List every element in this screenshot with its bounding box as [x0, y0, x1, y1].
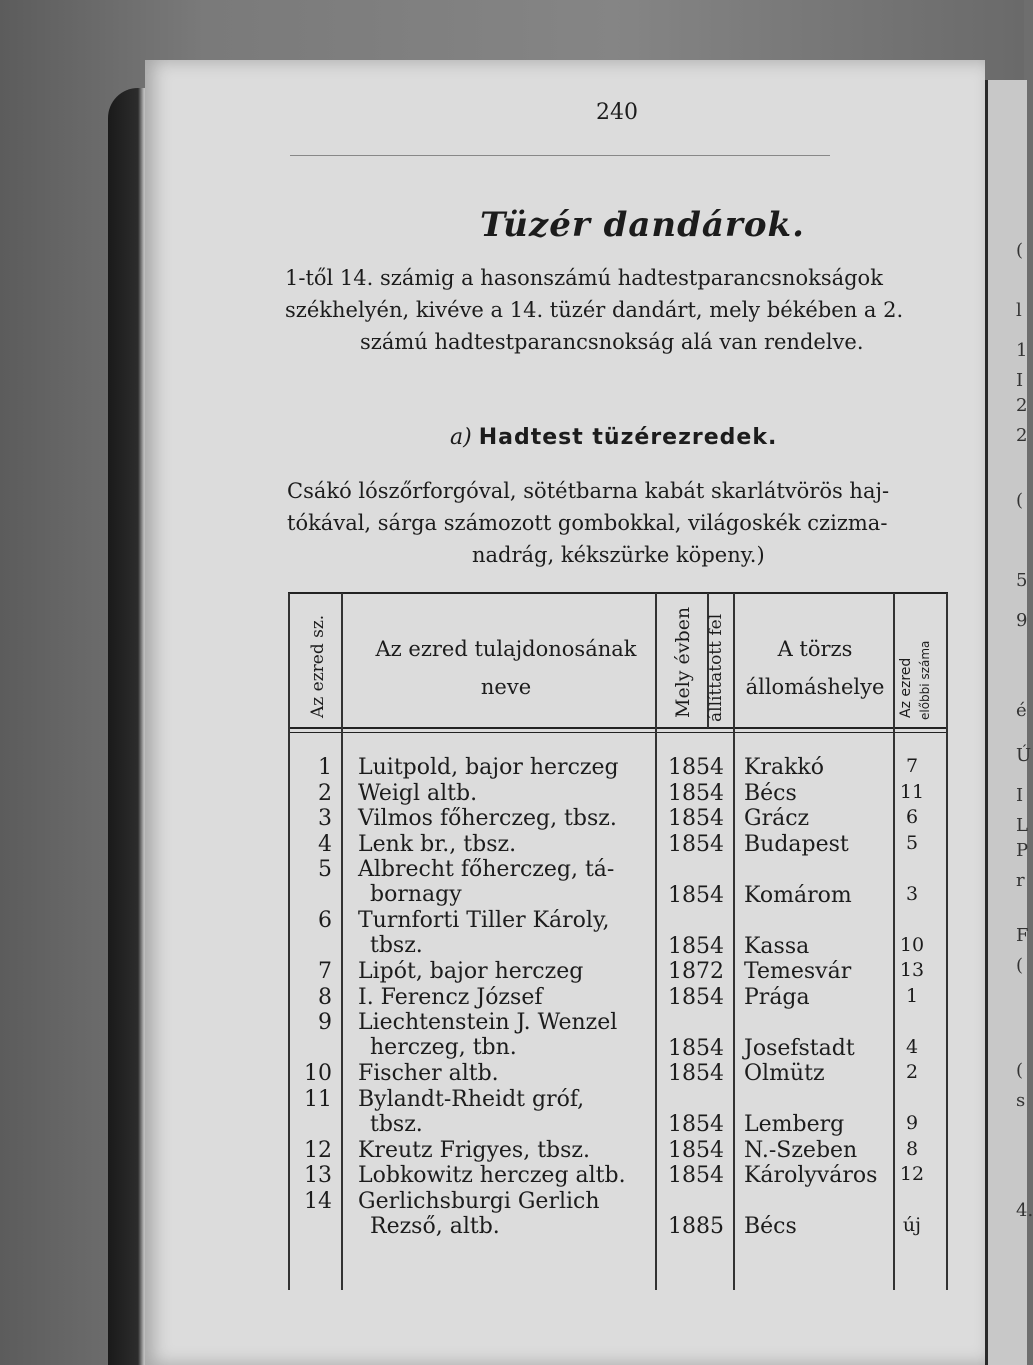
- year-founded: 1854: [668, 831, 724, 857]
- owner-name-line: Vilmos főherczeg, tbsz.: [358, 806, 617, 831]
- section-title: Hadtest tüzérezredek.: [478, 425, 778, 450]
- owner-name: [358, 1061, 654, 1086]
- owner-name: [358, 832, 654, 857]
- facing-page-fragment: I: [1016, 785, 1024, 806]
- owner-name-line: Liechtenstein J. Wenzel: [358, 1010, 618, 1035]
- previous-number: 11: [899, 780, 925, 803]
- owner-name: [358, 959, 654, 984]
- table-row: [288, 985, 948, 1011]
- owner-name-line: I. Ferencz József: [358, 984, 543, 1010]
- station: Komárom: [744, 882, 852, 908]
- facing-page-fragment: (: [1016, 1060, 1024, 1081]
- previous-number: 13: [899, 959, 925, 981]
- year-founded: 1854: [668, 780, 724, 806]
- table-row: [288, 959, 948, 985]
- facing-page-fragment: 9: [1016, 610, 1028, 631]
- owner-name: [358, 1010, 654, 1060]
- previous-number: 7: [905, 755, 919, 777]
- owner-name: [358, 985, 654, 1010]
- regiment-number: 11: [304, 1086, 332, 1112]
- facing-page-fragment: (: [1016, 955, 1024, 976]
- facing-page-fragment: I: [1016, 370, 1024, 391]
- table-row: [288, 1189, 948, 1240]
- regiment-number: 3: [318, 806, 332, 831]
- year-founded: 1854: [668, 984, 724, 1010]
- header-owner-name: [358, 630, 654, 706]
- facing-page-fragment: 1: [1016, 340, 1028, 361]
- regiment-number: 7: [318, 959, 332, 984]
- year-founded: 1854: [668, 806, 724, 831]
- section-prefix: a): [450, 425, 472, 450]
- station: Temesvár: [744, 959, 852, 984]
- table-row: [288, 1138, 948, 1164]
- year-founded: 1854: [668, 1112, 724, 1137]
- regiment-number: 5: [318, 857, 332, 882]
- table-row: [288, 1061, 948, 1087]
- owner-name: [358, 755, 654, 780]
- previous-number: 1: [905, 984, 919, 1007]
- header-station-line: A törzs: [777, 637, 853, 661]
- facing-page-edge: [985, 80, 1033, 1365]
- owner-name: [358, 806, 654, 831]
- station: Lemberg: [744, 1112, 845, 1137]
- station: Olmütz: [744, 1061, 825, 1086]
- facing-page-fragment: F: [1016, 925, 1029, 946]
- facing-page-fragment: 2: [1016, 425, 1028, 446]
- previous-number: 9: [905, 1112, 919, 1134]
- previous-number: 5: [905, 831, 919, 854]
- owner-name: [358, 1087, 654, 1137]
- facing-page-fragment: P: [1016, 840, 1029, 861]
- year-founded: 1854: [668, 1061, 724, 1086]
- previous-number: 3: [905, 882, 919, 905]
- owner-name-line: Luitpold, bajor herczeg: [358, 755, 619, 780]
- previous-number: új: [902, 1214, 922, 1236]
- facing-page-fragment: L: [1016, 815, 1028, 836]
- owner-name-line: Gerlichsburgi Gerlich: [358, 1188, 600, 1214]
- table-row: [288, 1163, 948, 1189]
- owner-name-line: Albrecht főherczeg, tá-: [358, 857, 615, 882]
- year-founded: 1854: [668, 755, 724, 780]
- previous-number: 12: [899, 1163, 925, 1185]
- header-year-founded-2: állíttatott fel: [706, 613, 726, 722]
- owner-name: [358, 1138, 654, 1163]
- owner-name: [358, 1189, 654, 1239]
- year-founded: 1854: [668, 882, 724, 908]
- station: Budapest: [744, 831, 849, 857]
- facing-page-fragment: (: [1016, 240, 1024, 261]
- previous-number: 8: [905, 1137, 919, 1160]
- table-body: [288, 755, 948, 1240]
- owner-name-continuation: Rezső, altb.: [370, 1213, 500, 1239]
- year-founded: 1885: [668, 1214, 724, 1239]
- owner-name-continuation: tbsz.: [370, 1111, 423, 1137]
- header-owner-name-line: Az ezred tulajdonosának: [375, 637, 637, 661]
- table-row: [288, 832, 948, 858]
- header-station: [740, 630, 890, 706]
- header-station-line: állomáshelye: [745, 675, 885, 699]
- station: N.-Szeben: [744, 1137, 858, 1163]
- header-regiment-number: Az ezred sz.: [308, 614, 328, 718]
- year-founded: 1872: [668, 959, 724, 984]
- facing-page-fragment: l: [1016, 300, 1022, 321]
- header-owner-name-line: neve: [480, 675, 532, 699]
- facing-page-fragment: Ú: [1016, 745, 1032, 766]
- table-row: [288, 857, 948, 908]
- station: Károlyváros: [744, 1163, 878, 1188]
- owner-name-continuation: tbsz.: [370, 933, 423, 958]
- intro-line: 1-től 14. számig a hasonszámú hadtestparancsnokságok: [285, 266, 883, 290]
- table-row: [288, 806, 948, 832]
- station: Bécs: [744, 780, 797, 806]
- year-founded: 1854: [668, 933, 724, 959]
- table-row: [288, 1087, 948, 1138]
- regiment-number: 12: [304, 1137, 332, 1163]
- table-header-rule: [288, 727, 948, 729]
- intro-paragraph: [285, 262, 955, 358]
- regiment-number: 2: [318, 780, 332, 806]
- regiment-number: 10: [304, 1061, 332, 1086]
- year-founded: 1854: [668, 1163, 724, 1188]
- owner-name: [358, 908, 654, 958]
- facing-page-fragment: é: [1016, 700, 1027, 721]
- intro-line: számú hadtestparancsnokság alá van rendelve.: [360, 330, 864, 354]
- owner-name-line: Weigl altb.: [358, 780, 478, 806]
- owner-name-line: Turnforti Tiller Károly,: [358, 908, 610, 933]
- year-founded: 1854: [668, 1035, 724, 1061]
- owner-name-line: Bylandt-Rheidt gróf,: [358, 1086, 585, 1112]
- facing-page-fragment: 4.: [1016, 1200, 1033, 1221]
- station: Prága: [744, 984, 810, 1010]
- regiment-number: 14: [304, 1188, 332, 1214]
- intro-line: székhelyén, kivéve a 14. tüzér dandárt, mely békében a 2.: [285, 298, 904, 322]
- section-heading: [450, 425, 777, 450]
- page-number: 240: [596, 100, 638, 125]
- station: Kassa: [744, 933, 810, 959]
- regiment-number: 1: [318, 755, 332, 780]
- desc-line: tókával, sárga számozott gombokkal, világoskék czizma-: [287, 511, 888, 535]
- section-description: [287, 475, 952, 571]
- header-rule: [290, 155, 830, 156]
- previous-number: 2: [905, 1061, 919, 1083]
- owner-name-line: Lipót, bajor herczeg: [358, 959, 584, 984]
- owner-name-line: Lobkowitz herczeg altb.: [358, 1163, 626, 1188]
- facing-page-fragment: 5: [1016, 570, 1028, 591]
- regiment-number: 13: [304, 1163, 332, 1188]
- regiment-number: 9: [318, 1010, 332, 1035]
- regiment-number: 6: [318, 908, 332, 933]
- facing-page-fragment: s: [1016, 1090, 1026, 1111]
- page-title: Tüzér dandárok.: [480, 205, 805, 245]
- station: Krakkó: [744, 755, 824, 780]
- station: Josefstadt: [744, 1035, 855, 1061]
- owner-name-line: Lenk br., tbsz.: [358, 831, 517, 857]
- facing-page-fragment: (: [1016, 490, 1024, 511]
- regiment-number: 4: [318, 831, 332, 857]
- table-row: [288, 755, 948, 781]
- owner-name: [358, 1163, 654, 1188]
- table-top-rule: [288, 592, 948, 594]
- header-previous-number: Az ezred: [898, 657, 914, 718]
- table-row: [288, 908, 948, 959]
- previous-number: 4: [905, 1035, 919, 1058]
- owner-name-line: Kreutz Frigyes, tbsz.: [358, 1137, 590, 1163]
- desc-line: Csákó lószőrforgóval, sötétbarna kabát skarlátvörös haj-: [287, 479, 890, 503]
- owner-name-line: Fischer altb.: [358, 1061, 499, 1086]
- facing-page-fragment: 2: [1016, 395, 1028, 416]
- previous-number: 10: [899, 933, 925, 956]
- station: Bécs: [744, 1214, 797, 1239]
- station: Grácz: [744, 806, 810, 831]
- regiment-number: 8: [318, 984, 332, 1010]
- table-row: [288, 1010, 948, 1061]
- previous-number: 6: [905, 806, 919, 828]
- owner-name-continuation: herczeg, tbn.: [370, 1035, 517, 1060]
- owner-name: [358, 857, 654, 907]
- owner-name-continuation: bornagy: [370, 882, 462, 907]
- table-header-rule-2: [288, 732, 948, 733]
- facing-page-fragment: r: [1016, 870, 1025, 891]
- table-row: [288, 781, 948, 807]
- desc-line: nadrág, kékszürke köpeny.): [472, 543, 765, 567]
- owner-name: [358, 781, 654, 806]
- year-founded: 1854: [668, 1137, 724, 1163]
- header-previous-number-2: előbbi száma: [918, 640, 932, 720]
- header-year-founded: Mely évben: [672, 606, 694, 718]
